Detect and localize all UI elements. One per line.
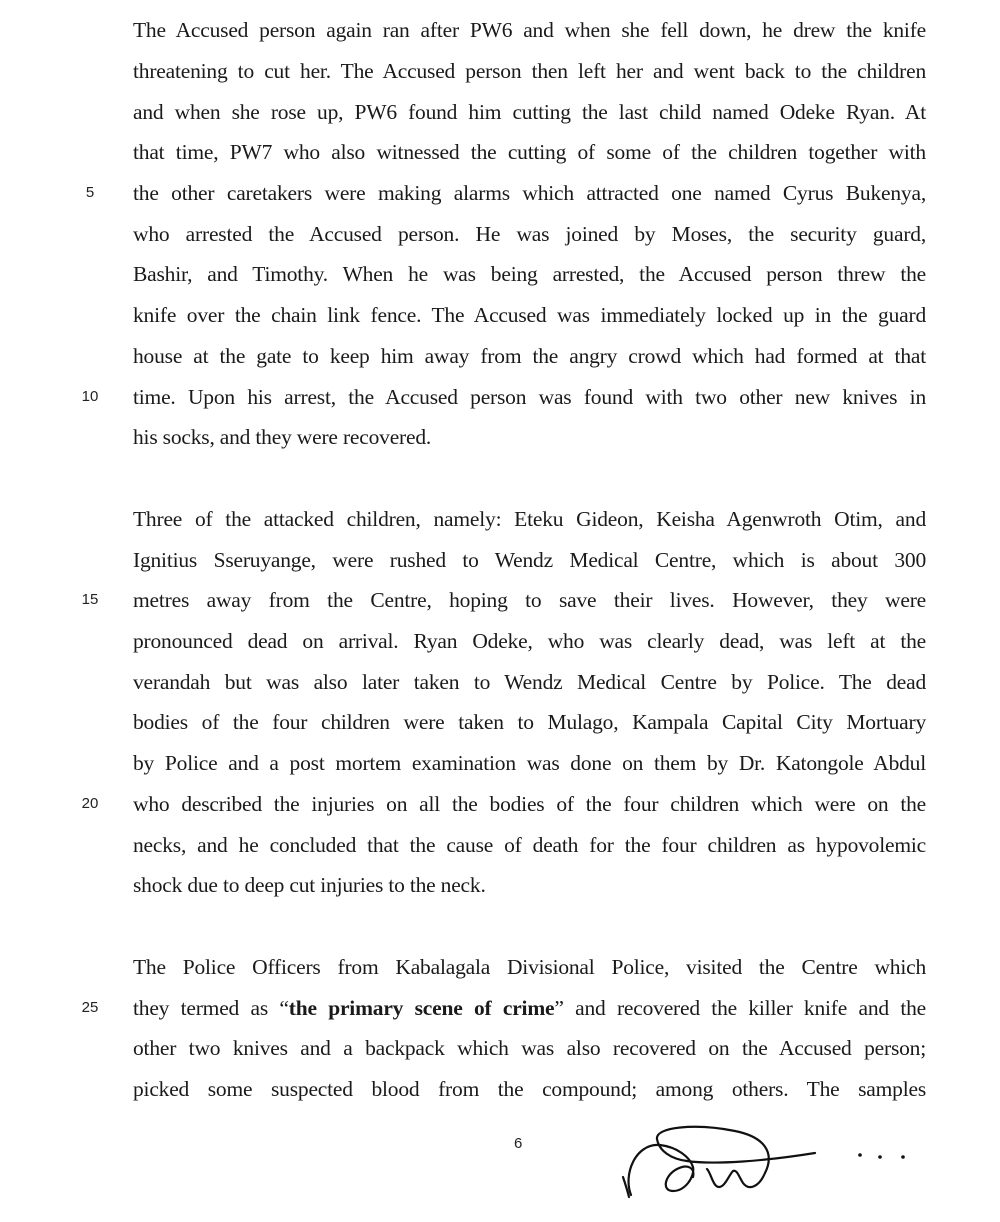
- text-line: Ignitius Sseruyange, were rushed to Wendz Medical Centre, which is about 300: [133, 548, 926, 572]
- text-line: his socks, and they were recovered.: [133, 425, 432, 449]
- text-line: picked some suspected blood from the compound; among others. The samples: [133, 1077, 926, 1101]
- text-segment: ” and recovered the killer knife and the: [554, 996, 926, 1020]
- text-line: that time, PW7 who also witnessed the cutting of some of the children together with: [133, 140, 926, 164]
- text-line: the other caretakers were making alarms which attracted one named Cyrus Bukenya,: [133, 181, 926, 205]
- line-number: 10: [81, 388, 99, 405]
- text-line: and when she rose up, PW6 found him cutting the last child named Odeke Ryan. At: [133, 100, 926, 124]
- signature-icon: [615, 1125, 915, 1210]
- text-line: The Police Officers from Kabalagala Divisional Police, visited the Centre which: [133, 955, 926, 979]
- emphasized-phrase: the primary scene of crime: [288, 996, 555, 1020]
- text-line: Three of the attacked children, namely: Eteku Gideon, Keisha Agenwroth Otim, and: [133, 507, 926, 531]
- line-number: 5: [85, 184, 95, 201]
- text-line-with-emphasis: [133, 994, 926, 1022]
- text-line: The Accused person again ran after PW6 and when she fell down, he drew the knife: [133, 18, 926, 42]
- text-line: house at the gate to keep him away from the angry crowd which had formed at that: [133, 344, 926, 368]
- text-line: by Police and a post mortem examination was done on them by Dr. Katongole Abdul: [133, 751, 926, 775]
- text-line: threatening to cut her. The Accused person then left her and went back to the children: [133, 59, 926, 83]
- line-number: 20: [81, 795, 99, 812]
- text-line: pronounced dead on arrival. Ryan Odeke, who was clearly dead, was left at the: [133, 629, 926, 653]
- text-line: metres away from the Centre, hoping to save their lives. However, they were: [133, 588, 926, 612]
- text-line: other two knives and a backpack which was also recovered on the Accused person;: [133, 1036, 926, 1060]
- text-line: knife over the chain link fence. The Accused was immediately locked up in the guard: [133, 303, 926, 327]
- text-line: bodies of the four children were taken to Mulago, Kampala Capital City Mortuary: [133, 710, 926, 734]
- page-number: 6: [514, 1135, 523, 1152]
- text-line: time. Upon his arrest, the Accused person was found with two other new knives in: [133, 385, 926, 409]
- text-line: verandah but was also later taken to Wendz Medical Centre by Police. The dead: [133, 670, 926, 694]
- text-line: necks, and he concluded that the cause of death for the four children as hypovolemic: [133, 833, 926, 857]
- text-line: who described the injuries on all the bodies of the four children which were on the: [133, 792, 926, 816]
- line-number: 15: [81, 591, 99, 608]
- text-line: Bashir, and Timothy. When he was being arrested, the Accused person threw the: [133, 262, 926, 286]
- text-segment: they termed as “: [133, 996, 289, 1020]
- text-line: shock due to deep cut injuries to the neck.: [133, 873, 486, 897]
- line-number: 25: [81, 999, 99, 1016]
- text-line: who arrested the Accused person. He was joined by Moses, the security guard,: [133, 222, 926, 246]
